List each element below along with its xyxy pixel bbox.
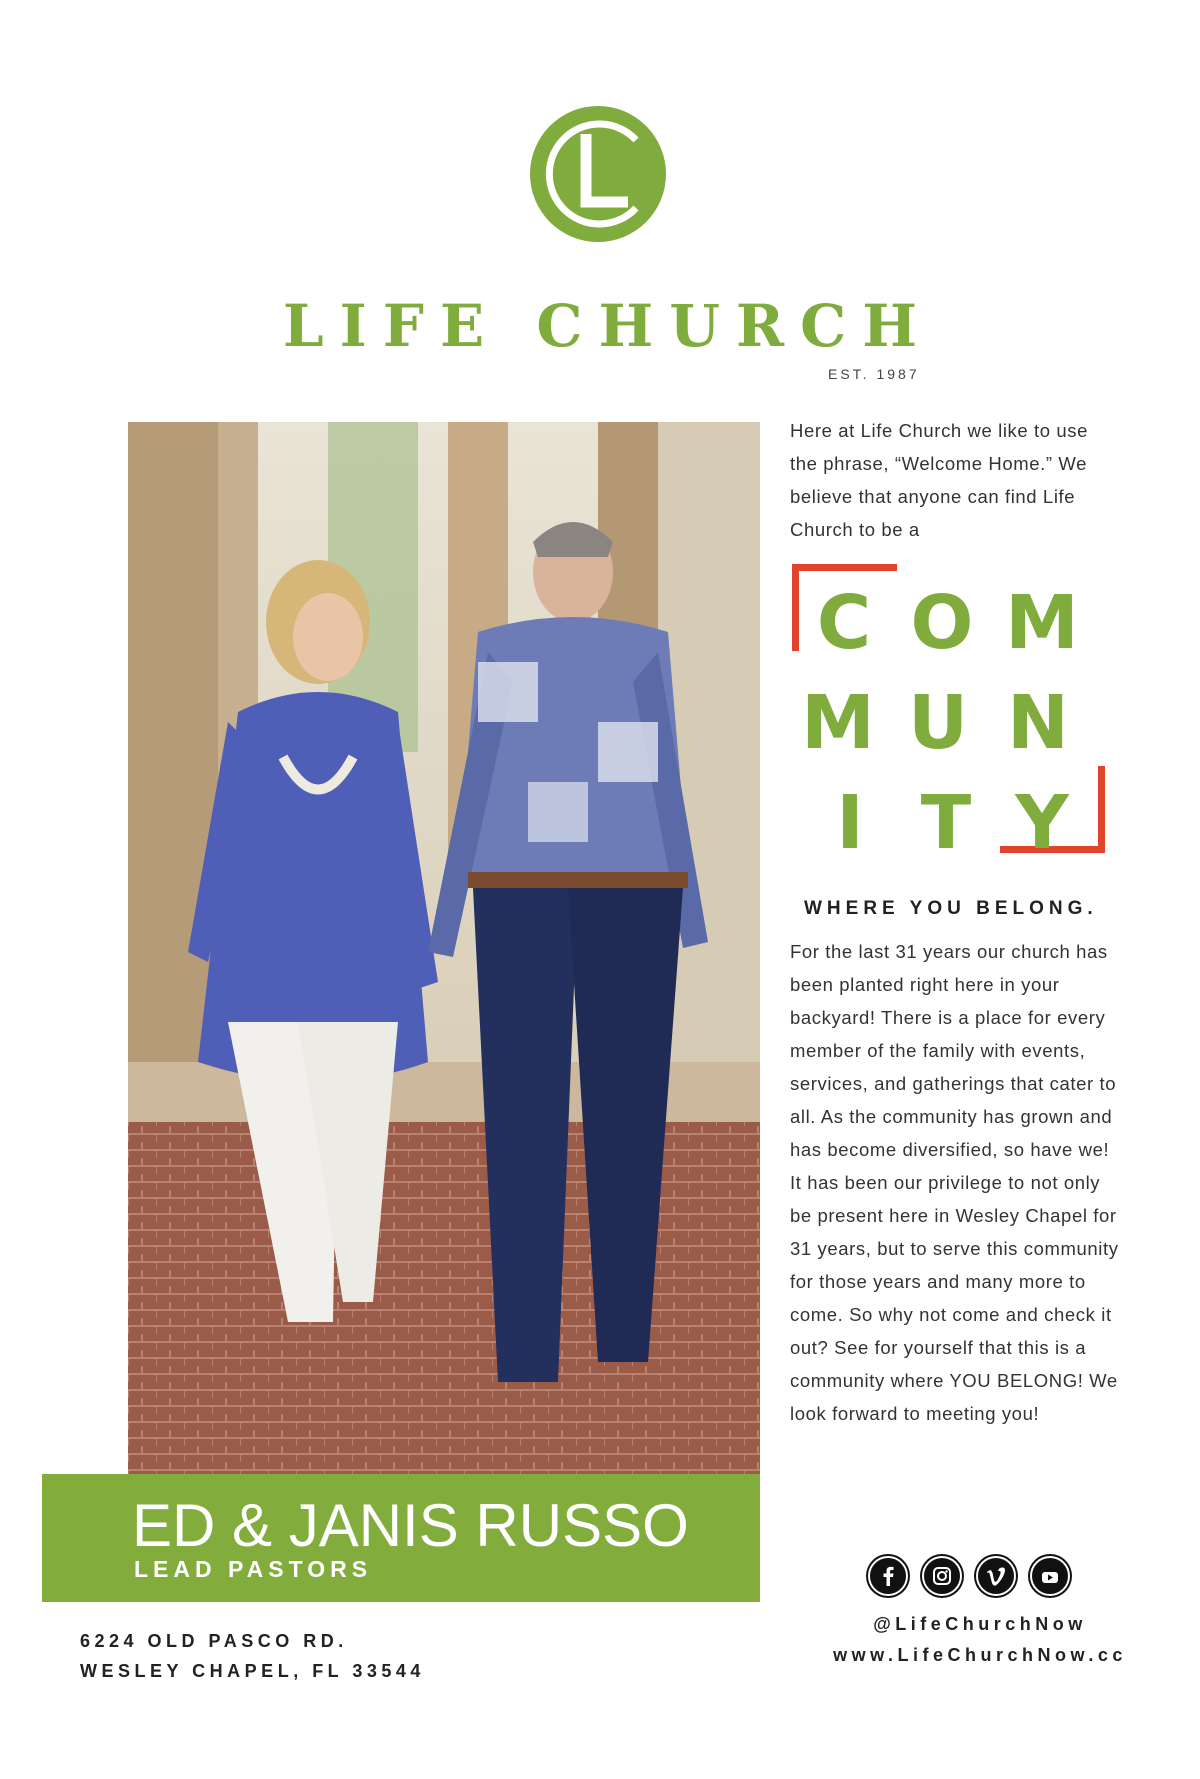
community-graphic (792, 560, 1102, 870)
social-handle[interactable]: @LifeChurchNow (873, 1614, 1087, 1634)
community-letter: N (1007, 680, 1069, 766)
community-letter: M (801, 680, 875, 766)
youtube-icon[interactable] (1030, 1556, 1070, 1596)
community-letter: T (920, 780, 972, 866)
established-date: EST. 1987 (828, 366, 920, 382)
tagline: WHERE YOU BELONG. (804, 898, 1098, 919)
community-letter: Y (1015, 780, 1069, 866)
address-line-1: 6224 OLD PASCO RD. (80, 1631, 348, 1651)
community-letter: I (836, 780, 864, 866)
website-link[interactable]: www.LifeChurchNow.cc (833, 1645, 1127, 1665)
social-icons (862, 1556, 1072, 1596)
pastors-photo (128, 422, 760, 1474)
address-line-2: WESLEY CHAPEL, FL 33544 (80, 1661, 425, 1681)
community-letter: C (816, 580, 872, 666)
instagram-icon[interactable] (922, 1556, 962, 1596)
facebook-icon[interactable] (868, 1556, 908, 1596)
vimeo-icon[interactable] (976, 1556, 1016, 1596)
community-letter: O (910, 580, 974, 666)
pastors-name: ED & JANIS RUSSO (132, 1492, 689, 1559)
body-paragraph: For the last 31 years our church has been planted right here in your backyard! There is a place for every member of the family with events, services, and gatherings that cater to all. As the community has grown and has become diversified, so have we! It has been our privilege to not only be present here in Wesley Chapel for 31 years, but to serve this community for those years and many more to come. So why not come and check it out? See for yourself that this is a community where YOU BELONG! We look forward to meeting you! (790, 941, 1119, 1424)
pastors-role: LEAD PASTORS (134, 1556, 373, 1582)
address (80, 1626, 425, 1686)
community-letter: M (1005, 580, 1079, 666)
pastors-name-band (42, 1474, 760, 1602)
church-logo-icon (528, 104, 668, 244)
church-name-title: LIFE CHURCH (282, 292, 934, 360)
intro-paragraph: Here at Life Church we like to use the phrase, “Welcome Home.” We believe that anyone can find Life Church to be a (790, 420, 1089, 540)
community-letter: U (907, 680, 969, 766)
